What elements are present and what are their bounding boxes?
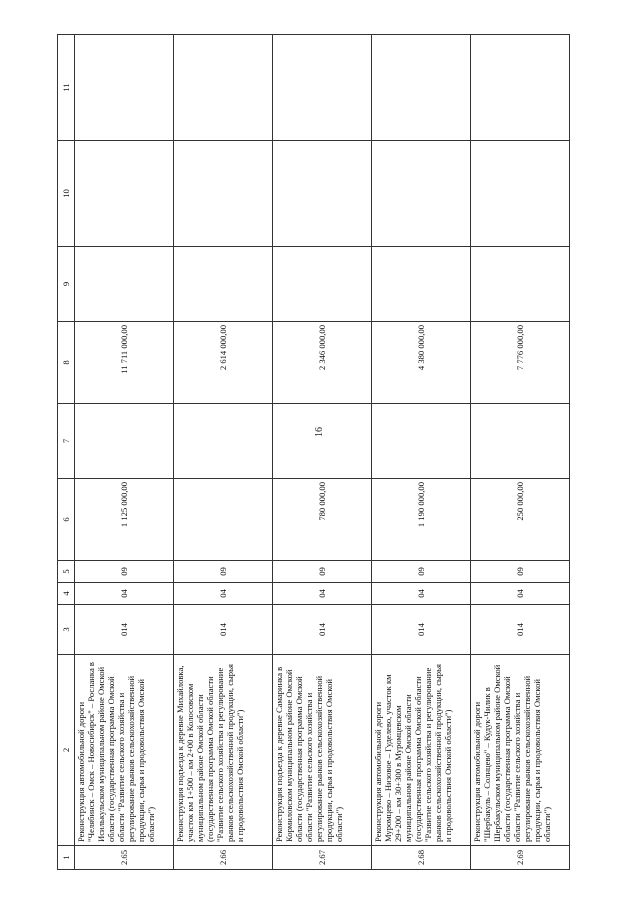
- table-row: [471, 35, 570, 870]
- cell-col10: [471, 141, 570, 247]
- cell-col6: 250 000,00: [471, 479, 570, 561]
- cell-col10: [174, 141, 273, 247]
- cell-col4: 04: [372, 583, 471, 605]
- column-header: 7: [58, 404, 75, 479]
- row-number: 2.65: [75, 846, 174, 870]
- table-wrapper: [57, 35, 567, 870]
- cell-col8: 7 776 000,00: [471, 322, 570, 404]
- column-header: 4: [58, 583, 75, 605]
- cell-col3: 014: [75, 605, 174, 655]
- cell-col8: 11 711 000,00: [75, 322, 174, 404]
- cell-col3: 014: [471, 605, 570, 655]
- cell-col5: 09: [75, 561, 174, 583]
- column-header: 11: [58, 35, 75, 141]
- cell-col4: 04: [75, 583, 174, 605]
- cell-col11: [471, 35, 570, 141]
- column-header: 10: [58, 141, 75, 247]
- cell-col11: [75, 35, 174, 141]
- cell-col3: 014: [372, 605, 471, 655]
- row-number: 2.67: [273, 846, 372, 870]
- column-header: 6: [58, 479, 75, 561]
- cell-col10: [273, 141, 372, 247]
- row-number: 2.66: [174, 846, 273, 870]
- cell-col9: [273, 247, 372, 322]
- header-row: [58, 35, 75, 870]
- cell-col3: 014: [174, 605, 273, 655]
- cell-col7: [75, 404, 174, 479]
- cell-col6: [174, 479, 273, 561]
- row-description: Реконструкция подъезда к деревне Михайловка, участок км 1+500 – км 2+00 в Колосовском муниципальном районе Омской области (государственная программа Омской области "Развитие сельского хозяйства и регулирование рынков сельскохозяйственной продукции, сырья и продовольствия Омской области"): [174, 655, 273, 846]
- column-header: 5: [58, 561, 75, 583]
- cell-col3: 014: [273, 605, 372, 655]
- row-description: Реконструкция подъезда к деревне Самаринка в Кормиловском муниципальном районе Омской области (государственная программа Омской области "Развитие сельского хозяйства и регулирование рынков сельскохозяйственной продукции, сырья и продовольствия Омской области"): [273, 655, 372, 846]
- row-number: 2.69: [471, 846, 570, 870]
- cell-col7: [273, 404, 372, 479]
- row-description: Реконструкция автомобильной дороги Муромцево – Низовое – Гуделево, участок км 29+200 – км 30+300 в Муромцевском муниципальном районе Омской области (государственная программа Омской области "Развитие сельского хозяйства и регулирование рынков сельскохозяйственной продукции, сырья и продовольствия Омской области"): [372, 655, 471, 846]
- cell-col11: [372, 35, 471, 141]
- table-row: [273, 35, 372, 870]
- cell-col7: [174, 404, 273, 479]
- cell-col9: [471, 247, 570, 322]
- cell-col4: 04: [273, 583, 372, 605]
- cell-col7: [471, 404, 570, 479]
- cell-col8: 2 346 000,00: [273, 322, 372, 404]
- cell-col5: 09: [174, 561, 273, 583]
- column-header: 8: [58, 322, 75, 404]
- cell-col6: 1 190 000,00: [372, 479, 471, 561]
- cell-col8: 2 614 000,00: [174, 322, 273, 404]
- cell-col5: 09: [273, 561, 372, 583]
- cell-col8: 4 380 000,00: [372, 322, 471, 404]
- column-header: 1: [58, 846, 75, 870]
- column-header: 9: [58, 247, 75, 322]
- column-header: 3: [58, 605, 75, 655]
- page-number: 16: [314, 427, 325, 437]
- cell-col10: [372, 141, 471, 247]
- row-number: 2.68: [372, 846, 471, 870]
- cell-col4: 04: [471, 583, 570, 605]
- cell-col6: 780 000,00: [273, 479, 372, 561]
- cell-col9: [174, 247, 273, 322]
- row-description: Реконструкция автомобильной дороги "Шербакуль – Солнцево" – Кудук-Чилик в Шербакульском муниципальном районе Омской области (государственная программа Омской области "Развитие сельского хозяйства и регулирование рынков сельскохозяйственной продукции, сырья и продовольствия Омской области"): [471, 655, 570, 846]
- cell-col5: 09: [471, 561, 570, 583]
- cell-col6: 1 125 000,00: [75, 479, 174, 561]
- table-row: [75, 35, 174, 870]
- cell-col10: [75, 141, 174, 247]
- table-row: [174, 35, 273, 870]
- cell-col9: [372, 247, 471, 322]
- cell-col11: [174, 35, 273, 141]
- column-header: 2: [58, 655, 75, 846]
- cell-col7: [372, 404, 471, 479]
- cell-col11: [273, 35, 372, 141]
- cell-col4: 04: [174, 583, 273, 605]
- row-description: Реконструкция автомобильной дороги "Челябинск – Омск – Новосибирск" – Росланка в Исилькульском муниципальном районе Омской области (государственная программа Омской области "Развитие сельского хозяйства и регулирование рынков сельскохозяйственной продукции, сырья и продовольствия Омской области"): [75, 655, 174, 846]
- rotated-table-area: [57, 35, 567, 870]
- cell-col9: [75, 247, 174, 322]
- cell-col5: 09: [372, 561, 471, 583]
- table-row: [372, 35, 471, 870]
- budget-table: [57, 34, 570, 870]
